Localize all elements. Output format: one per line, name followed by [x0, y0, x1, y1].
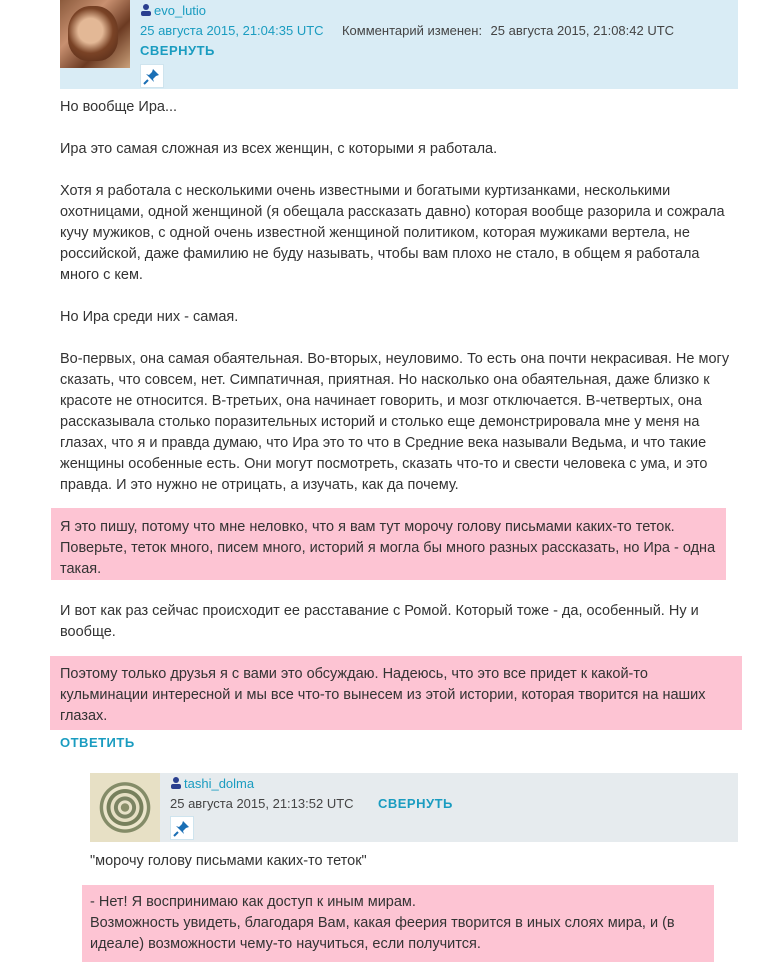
username-link[interactable]: tashi_dolma — [184, 776, 255, 791]
timestamp-link[interactable]: 25 августа 2015, 21:13:52 UTC — [170, 796, 354, 811]
comment-meta — [170, 795, 453, 813]
highlight-block — [50, 656, 742, 730]
highlight-block — [51, 508, 726, 580]
pushpin-icon — [141, 65, 163, 87]
comment-meta — [140, 22, 674, 40]
comment-paragraph: Во-первых, она самая обаятельная. Во-вторых, неуловимо. То есть она почти некрасивая. Не могу сказать, что совсем, нет. Симпатичная, приятная. Но насколько она обаятельная, даже близко к красоте не относится. В-третьих, она начинает говорить, и мозг отключается. В-четвертых, она рассказывала столько поразительных историй и столько еще демонстрировала мне у меня на глазах, что я и правда думаю, что Ира это то что в Средние века называли Ведьма, и что такие женщины особенные есть. Они могут посмотреть, сказать что-то и свести человека с ума, и это правда. И это нужно не отрицать, а изучать, как да почему. — [60, 351, 730, 493]
collapse-button[interactable]: СВЕРНУТЬ — [140, 43, 215, 58]
pin-button[interactable] — [170, 816, 194, 840]
username-row — [140, 2, 206, 20]
pushpin-icon — [171, 817, 193, 839]
highlight-block — [82, 885, 714, 962]
highlight-text: - Нет! Я воспринимаю как доступ к иным мирам. Возможность увидеть, благодаря Вам, какая феерия творится в иных слоях мира, и (в идеале) возможности чему-то научиться, если получится. — [90, 894, 675, 952]
edited-time: 25 августа 2015, 21:08:42 UTC — [490, 23, 675, 38]
avatar[interactable] — [90, 773, 160, 842]
comment-paragraph: И вот как раз сейчас происходит ее расставание с Ромой. Который тоже - да, особенный. Ну и вообще. — [60, 603, 699, 640]
reply-button[interactable]: ОТВЕТИТЬ — [60, 735, 135, 750]
comment-header — [60, 0, 738, 89]
reply-comment-header — [90, 773, 738, 842]
comment-paragraph: Ира это самая сложная из всех женщин, с которыми я работала. — [60, 141, 498, 157]
comment-paragraph: Хотя я работала с несколькими очень известными и богатыми куртизанками, несколькими охотницами, одной женщиной (я обещала рассказать давно) которая вообще разорила и сожрала кучу мужиков, с одной очень известной женщиной политиком, которая мужиками вертела, не российской, даже фамилию не буду называть, чтобы вам плохо не стало, в общем я работала много с кем. — [60, 183, 725, 283]
user-icon[interactable] — [140, 3, 152, 16]
edited-label: Комментарий изменен: — [341, 23, 483, 38]
username-row — [170, 775, 254, 793]
user-icon[interactable] — [170, 776, 182, 789]
collapse-button[interactable]: СВЕРНУТЬ — [377, 796, 453, 811]
comment-paragraph: Но вообще Ира... — [60, 99, 178, 115]
highlight-text: Поэтому только друзья я с вами это обсуждаю. Надеюсь, что это все придет к какой-то кульминации интересной и мы все что-то вынесем из этой истории, которая творится на наших глазах. — [60, 666, 706, 724]
pin-button[interactable] — [140, 64, 164, 88]
comment-paragraph: Но Ира среди них - самая. — [60, 309, 239, 325]
quote-text: "морочу голову письмами каких-то теток" — [90, 853, 367, 869]
username-link[interactable]: evo_lutio — [154, 3, 207, 18]
timestamp-link[interactable]: 25 августа 2015, 21:04:35 UTC — [140, 23, 324, 38]
highlight-text: Я это пишу, потому что мне неловко, что я вам тут морочу голову письмами каких-то теток. Поверьте, теток много, писем много, историй я могла бы много разных рассказать, но Ира - одна такая. — [60, 519, 716, 577]
avatar[interactable] — [60, 0, 130, 68]
